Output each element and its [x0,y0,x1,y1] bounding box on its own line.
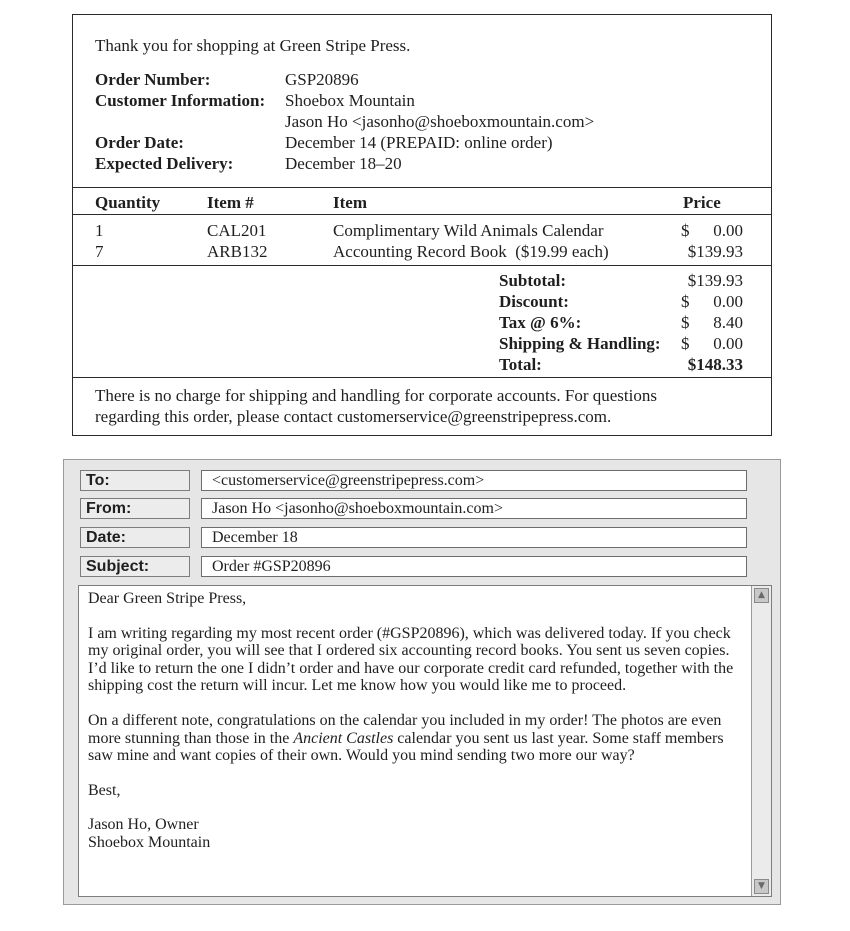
order-number-label: Order Number: [95,70,211,89]
delivery-label: Expected Delivery: [95,154,234,173]
signature-line: Jason Ho, Owner [88,816,199,834]
item-name: Complimentary Wild Animals Calendar [333,221,604,240]
amount: 0.00 [713,221,743,240]
divider [73,265,771,266]
order-date-label: Order Date: [95,133,184,152]
divider [73,377,771,378]
email-window [63,459,781,905]
thank-you-text: Thank you for shopping at Green Stripe Press. [95,36,411,55]
shipping-label: Shipping & Handling: [499,334,661,353]
from-label: From: [80,498,190,519]
divider [73,187,771,188]
item-quantity: 7 [95,242,104,261]
order-receipt [72,14,772,436]
item-quantity: 1 [95,221,104,240]
to-label: To: [80,470,190,491]
order-date-value: December 14 (PREPAID: online order) [285,133,553,152]
paragraph-text: On a different note, congratulations on the calendar you included in my order! The photos are even more stunning than those in the [88,711,722,747]
divider [73,214,771,215]
amount: $139.93 [687,271,743,290]
customer-name: Shoebox Mountain [285,91,415,110]
subject-label: Subject: [80,556,190,577]
amount: 0.00 [713,292,743,311]
amount: 8.40 [713,313,743,332]
order-number-value: GSP20896 [285,70,359,89]
customer-contact: Jason Ho <jasonho@shoeboxmountain.com> [285,112,595,131]
currency-symbol: $ [681,313,690,332]
amount: 0.00 [713,334,743,353]
closing: Best, [88,781,121,799]
shipping-note-line: regarding this order, please contact customerservice@greenstripepress.com. [95,407,612,426]
delivery-value: December 18–20 [285,154,402,173]
currency-symbol: $ [681,334,690,353]
date-field[interactable]: December 18 [201,527,747,548]
currency-symbol: $ [681,221,690,240]
body-paragraph [88,712,744,765]
item-name: Accounting Record Book ($19.99 each) [333,242,609,261]
body-paragraph: I am writing regarding my most recent order (#GSP20896), which was delivered today. If you check my original order, you will see that I ordered six accounting record books. You sent us seven copies. I’d like to return the one I didn’t order and have our corporate credit card refunded, together with the shipping cost the return will incur. Let me know how you would like me to proceed. [88,624,734,695]
item-number: ARB132 [207,242,268,261]
amount: $148.33 [687,355,743,374]
subject-field[interactable]: Order #GSP20896 [201,556,747,577]
column-header-item-number: Item # [207,193,254,212]
scrollbar[interactable] [751,586,771,896]
total-label: Total: [499,355,542,374]
column-header-item: Item [333,193,367,212]
tax-label: Tax @ 6%: [499,313,582,332]
customer-info-label: Customer Information: [95,91,266,110]
discount-label: Discount: [499,292,569,311]
item-number: CAL201 [207,221,267,240]
scroll-up-icon[interactable]: ▲ [754,588,769,603]
paragraph-text: calendar you sent us last year. Some staff members saw mine and want copies of their own. Would you mind sending two more our way? [88,729,724,765]
scroll-down-icon[interactable]: ▼ [754,879,769,894]
column-header-quantity: Quantity [95,193,161,212]
greeting: Dear Green Stripe Press, [88,590,247,607]
date-label: Date: [80,527,190,548]
email-body[interactable] [78,585,772,897]
subtotal-label: Subtotal: [499,271,567,290]
calendar-title: Ancient Castles [293,729,394,747]
amount: $139.93 [687,242,743,261]
email-body-text [88,590,744,852]
column-header-price: Price [683,193,721,212]
from-field[interactable]: Jason Ho <jasonho@shoeboxmountain.com> [201,498,747,519]
shipping-note-line: There is no charge for shipping and handling for corporate accounts. For questions [95,386,657,405]
to-field[interactable]: <customerservice@greenstripepress.com> [201,470,747,491]
signature-line: Shoebox Mountain [88,833,211,851]
currency-symbol: $ [681,292,690,311]
